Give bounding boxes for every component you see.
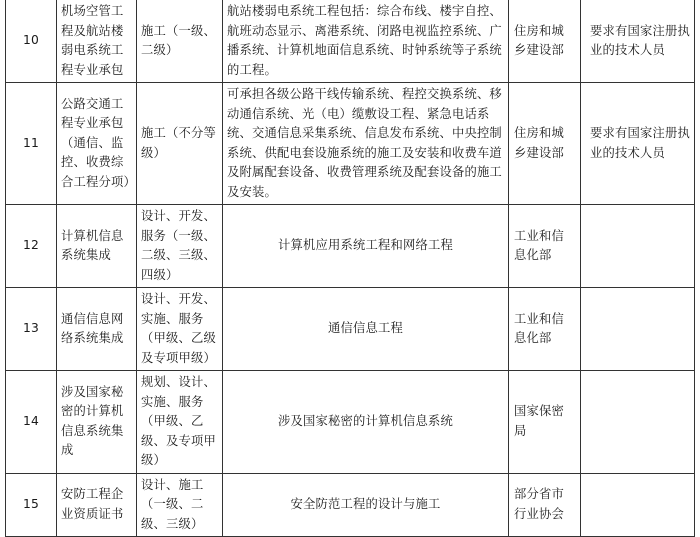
- qualification-name: 公路交通工程专业承包（通信、监控、收费综合工程分项）: [57, 83, 137, 205]
- row-number: 10: [6, 0, 57, 83]
- qualification-table-page: [5, 0, 694, 531]
- qualification-name: 通信信息网络系统集成: [57, 288, 137, 371]
- table-row: [6, 473, 695, 537]
- requirement: [581, 473, 695, 537]
- table-row: [6, 83, 695, 205]
- qualification-name: 涉及国家秘密的计算机信息系统集成: [57, 371, 137, 474]
- issuing-department: 工业和信息化部: [509, 288, 581, 371]
- qualification-grade: 设计、开发、服务（一级、二级、三级、四级）: [137, 205, 223, 288]
- row-number: 15: [6, 473, 57, 537]
- qualification-name: 安防工程企业资质证书: [57, 473, 137, 537]
- requirement: [581, 205, 695, 288]
- requirement: 要求有国家注册执业的技术人员: [581, 83, 695, 205]
- issuing-department: 工业和信息化部: [509, 205, 581, 288]
- issuing-department: 住房和城乡建设部: [509, 83, 581, 205]
- qualification-scope: 航站楼弱电系统工程包括：综合布线、楼宇自控、航班动态显示、离港系统、闭路电视监控系统、广播系统、计算机地面信息系统、时钟系统等子系统的工程。: [223, 0, 509, 83]
- row-number: 14: [6, 371, 57, 474]
- qualification-name: 计算机信息系统集成: [57, 205, 137, 288]
- row-number: 11: [6, 83, 57, 205]
- qualification-scope: 计算机应用系统工程和网络工程: [223, 205, 509, 288]
- requirement: [581, 288, 695, 371]
- table-row: [6, 288, 695, 371]
- requirement: 要求有国家注册执业的技术人员: [581, 0, 695, 83]
- qualification-grade: 规划、设计、实施、服务（甲级、乙级、及专项甲级）: [137, 371, 223, 474]
- requirement: [581, 371, 695, 474]
- row-number: 12: [6, 205, 57, 288]
- qualification-grade: 施工（一级、二级）: [137, 0, 223, 83]
- row-number: 13: [6, 288, 57, 371]
- issuing-department: 部分省市行业协会: [509, 473, 581, 537]
- qualification-name: 机场空管工程及航站楼弱电系统工程专业承包: [57, 0, 137, 83]
- qualification-grade: 施工（不分等级）: [137, 83, 223, 205]
- table-row: [6, 205, 695, 288]
- table-row: [6, 0, 695, 83]
- qualification-table: [5, 0, 695, 537]
- issuing-department: 国家保密局: [509, 371, 581, 474]
- qualification-scope: 通信信息工程: [223, 288, 509, 371]
- issuing-department: 住房和城乡建设部: [509, 0, 581, 83]
- qualification-scope: 可承担各级公路干线传输系统、程控交换系统、移动通信系统、光（电）缆敷设工程、紧急电话系统、交通信息采集系统、信息发布系统、中央控制系统、供配电套设施系统的施工及安装和收费车道及附属配套设备、收费管理系统及配套设备的施工及安装。: [223, 83, 509, 205]
- qualification-scope: 涉及国家秘密的计算机信息系统: [223, 371, 509, 474]
- table-row: [6, 371, 695, 474]
- qualification-scope: 安全防范工程的设计与施工: [223, 473, 509, 537]
- qualification-grade: 设计、施工（一级、二级、三级）: [137, 473, 223, 537]
- qualification-grade: 设计、开发、实施、服务（甲级、乙级及专项甲级）: [137, 288, 223, 371]
